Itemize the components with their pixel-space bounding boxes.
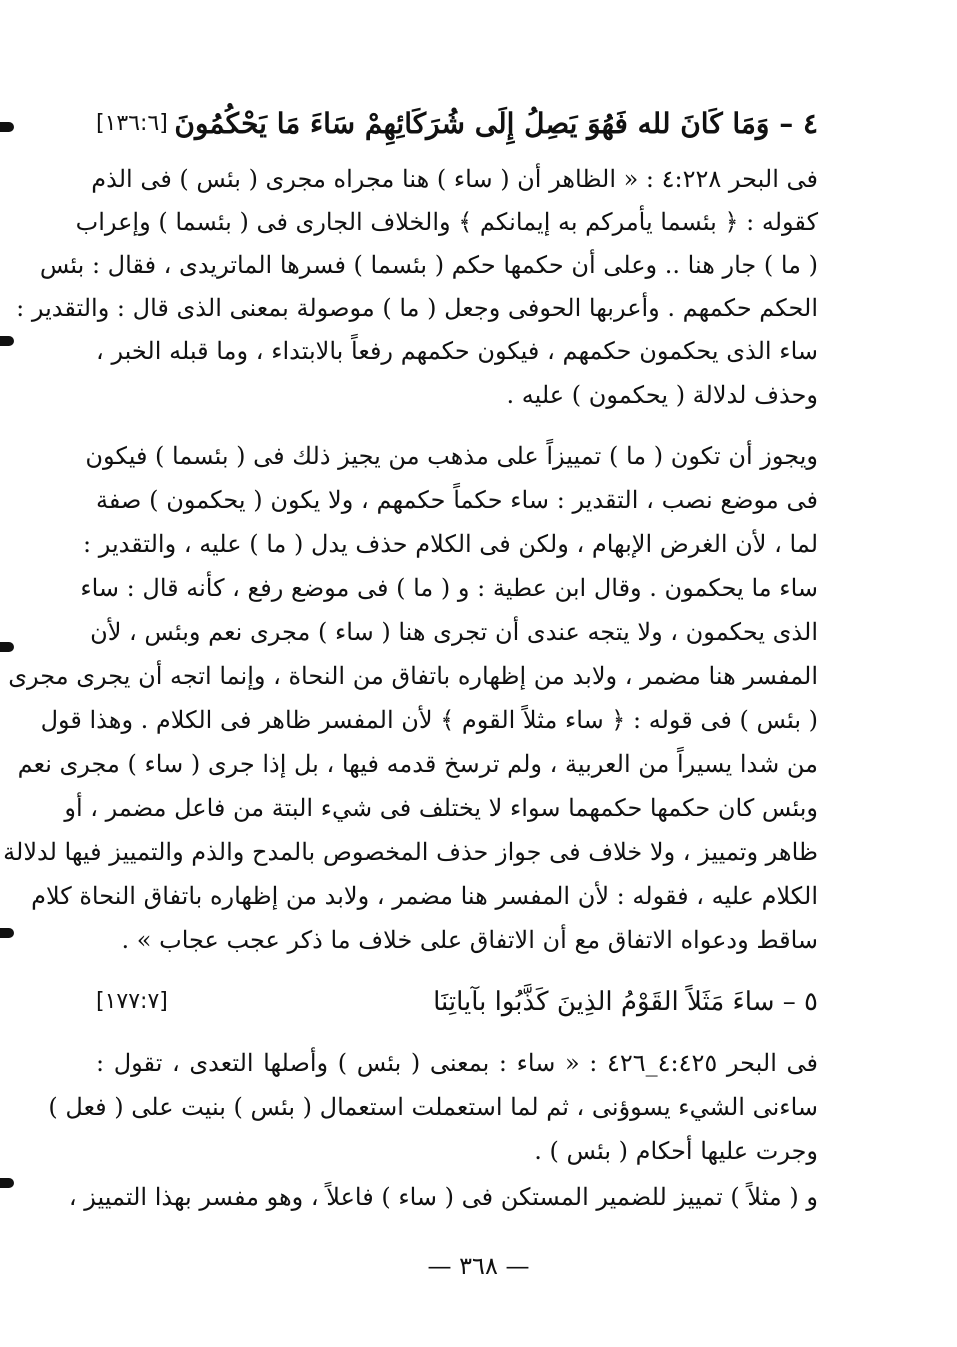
- text-line: ساقط ودعواه الاتفاق مع أن الاتفاق على خلاف ما ذكر عجب عجاب » .: [121, 926, 818, 954]
- text-line: وجرت عليها أحكام ( بئس ) .: [534, 1137, 818, 1165]
- text-line: ساءنى الشيء يسوؤنى ، ثم لما استعملت استعمال ( بئس ) بنيت على ( فعل ): [48, 1093, 818, 1121]
- verse-reference: [١٧٧:٧]: [96, 989, 168, 1014]
- text-line: ( بئس ) فى قوله : ﴿ ساء مثلاً القوم ﴾ لأن المفسر ظاهر فى الكلام . وهذا قول: [40, 706, 818, 734]
- text-line: ساء ما يحكمون . وقال ابن عطية : و ( ما ) فى موضع رفع ، كأنه قال : ساء: [80, 574, 818, 602]
- text-line: فى البحر ٤:٤٢٥_٤٢٦ : « ساء : بمعنى ( بئس ) وأصلها التعدى ، تقول :: [96, 1049, 818, 1077]
- verse-text: ٤ – وَمَا كَانَ لله فَهُوَ يَصِلُ إِلَى شُرَكَائِهِمْ سَاءَ مَا يَحْكُمُونَ: [174, 107, 818, 140]
- verse-text: ٥ – ساءَ مَثَلاً القَوْمُ الذِينَ كَذَّبُوا بآياتِنَا: [433, 987, 818, 1017]
- text-line: كقوله : ﴿ بئسما يأمركم به إيمانكم ﴾ والخلاف الجارى فى ( بئسما ) وإعراب: [75, 208, 818, 236]
- verse-reference: [١٣٦:٦]: [96, 111, 168, 136]
- text-line: المفسر هنا مضمر ، ولابد من إظهاره باتفاق من النحاة ، وإنما اتجه أن يجرى مجرى: [8, 662, 818, 690]
- scan-edge-mark: [0, 1178, 14, 1188]
- text-line: لما ، لأن الغرض الإبهام ، ولكن فى الكلام حذف يدل ( ما ) عليه ، والتقدير :: [83, 530, 818, 558]
- verse-heading-5: [96, 980, 818, 1024]
- text-line: وحذف لدلالة ( يحكمون ) عليه .: [506, 381, 818, 409]
- text-line: فى موضع نصب ، التقدير : ساء حكماً حكمهم ، ولا يكون ( يحكمون ) صفة: [96, 486, 818, 514]
- text-line: ويجوز أن تكون ( ما ) تمييزاً على مذهب من يجيز ذلك فى ( بئسما ) فيكون: [85, 442, 818, 470]
- text-line: من شدا يسيراً من العربية ، ولم ترسخ قدمه فيها ، بل إذا جرى ( ساء ) مجرى نعم: [17, 750, 818, 778]
- page-number: — ٣٦٨ —: [427, 1252, 530, 1280]
- text-line: ( ما ) جار هنا .. وعلى أن حكمها حكم ( بئسما ) فسرها الماتريدى ، فقال : بئس: [39, 251, 818, 279]
- verse-heading-4: [96, 102, 818, 146]
- scan-edge-mark: [0, 928, 14, 938]
- text-line: الكلام عليه ، فقوله : لأن المفسر هنا مضمر ، ولابد من إظهاره باتفاق النحاة كلام: [31, 882, 818, 910]
- text-line: الذى يحكمون ، ولا يتجه عندى أن تجرى هنا ( ساء ) مجرى نعم وبئس ، لأن: [90, 618, 818, 646]
- scan-edge-mark: [0, 122, 14, 132]
- text-line: و ( مثلاً ) تمييز للضمير المستكن فى ( ساء ) فاعلاً ، وهو مفسر بهذا التمييز ،: [68, 1183, 818, 1211]
- text-line: فى البحر ٤:٢٢٨ : « الظاهر أن ( ساء ) هنا مجراه مجرى ( بئس ) فى الذم: [91, 165, 818, 193]
- text-line: الحكم حكمهم . وأعربها الحوفى وجعل ( ما ) موصولة بمعنى الذى قال : والتقدير :: [16, 294, 818, 322]
- text-line: ظاهر وتمييز ، ولا خلاف فى جواز حذف المخصوص بالمدح والذم والتمييز فيها لدلالة: [3, 838, 818, 866]
- text-line: ساء الذى يحكمون حكمهم ، فيكون حكمهم رفعاً بالابتداء ، وما قبله الخبر ،: [96, 337, 818, 365]
- scan-edge-mark: [0, 336, 14, 346]
- scan-edge-mark: [0, 642, 14, 652]
- text-line: وبئس كان حكمها حكمهما سواء لا يختلف فى شيء البتة من فاعل مضمر ، أو: [64, 794, 818, 822]
